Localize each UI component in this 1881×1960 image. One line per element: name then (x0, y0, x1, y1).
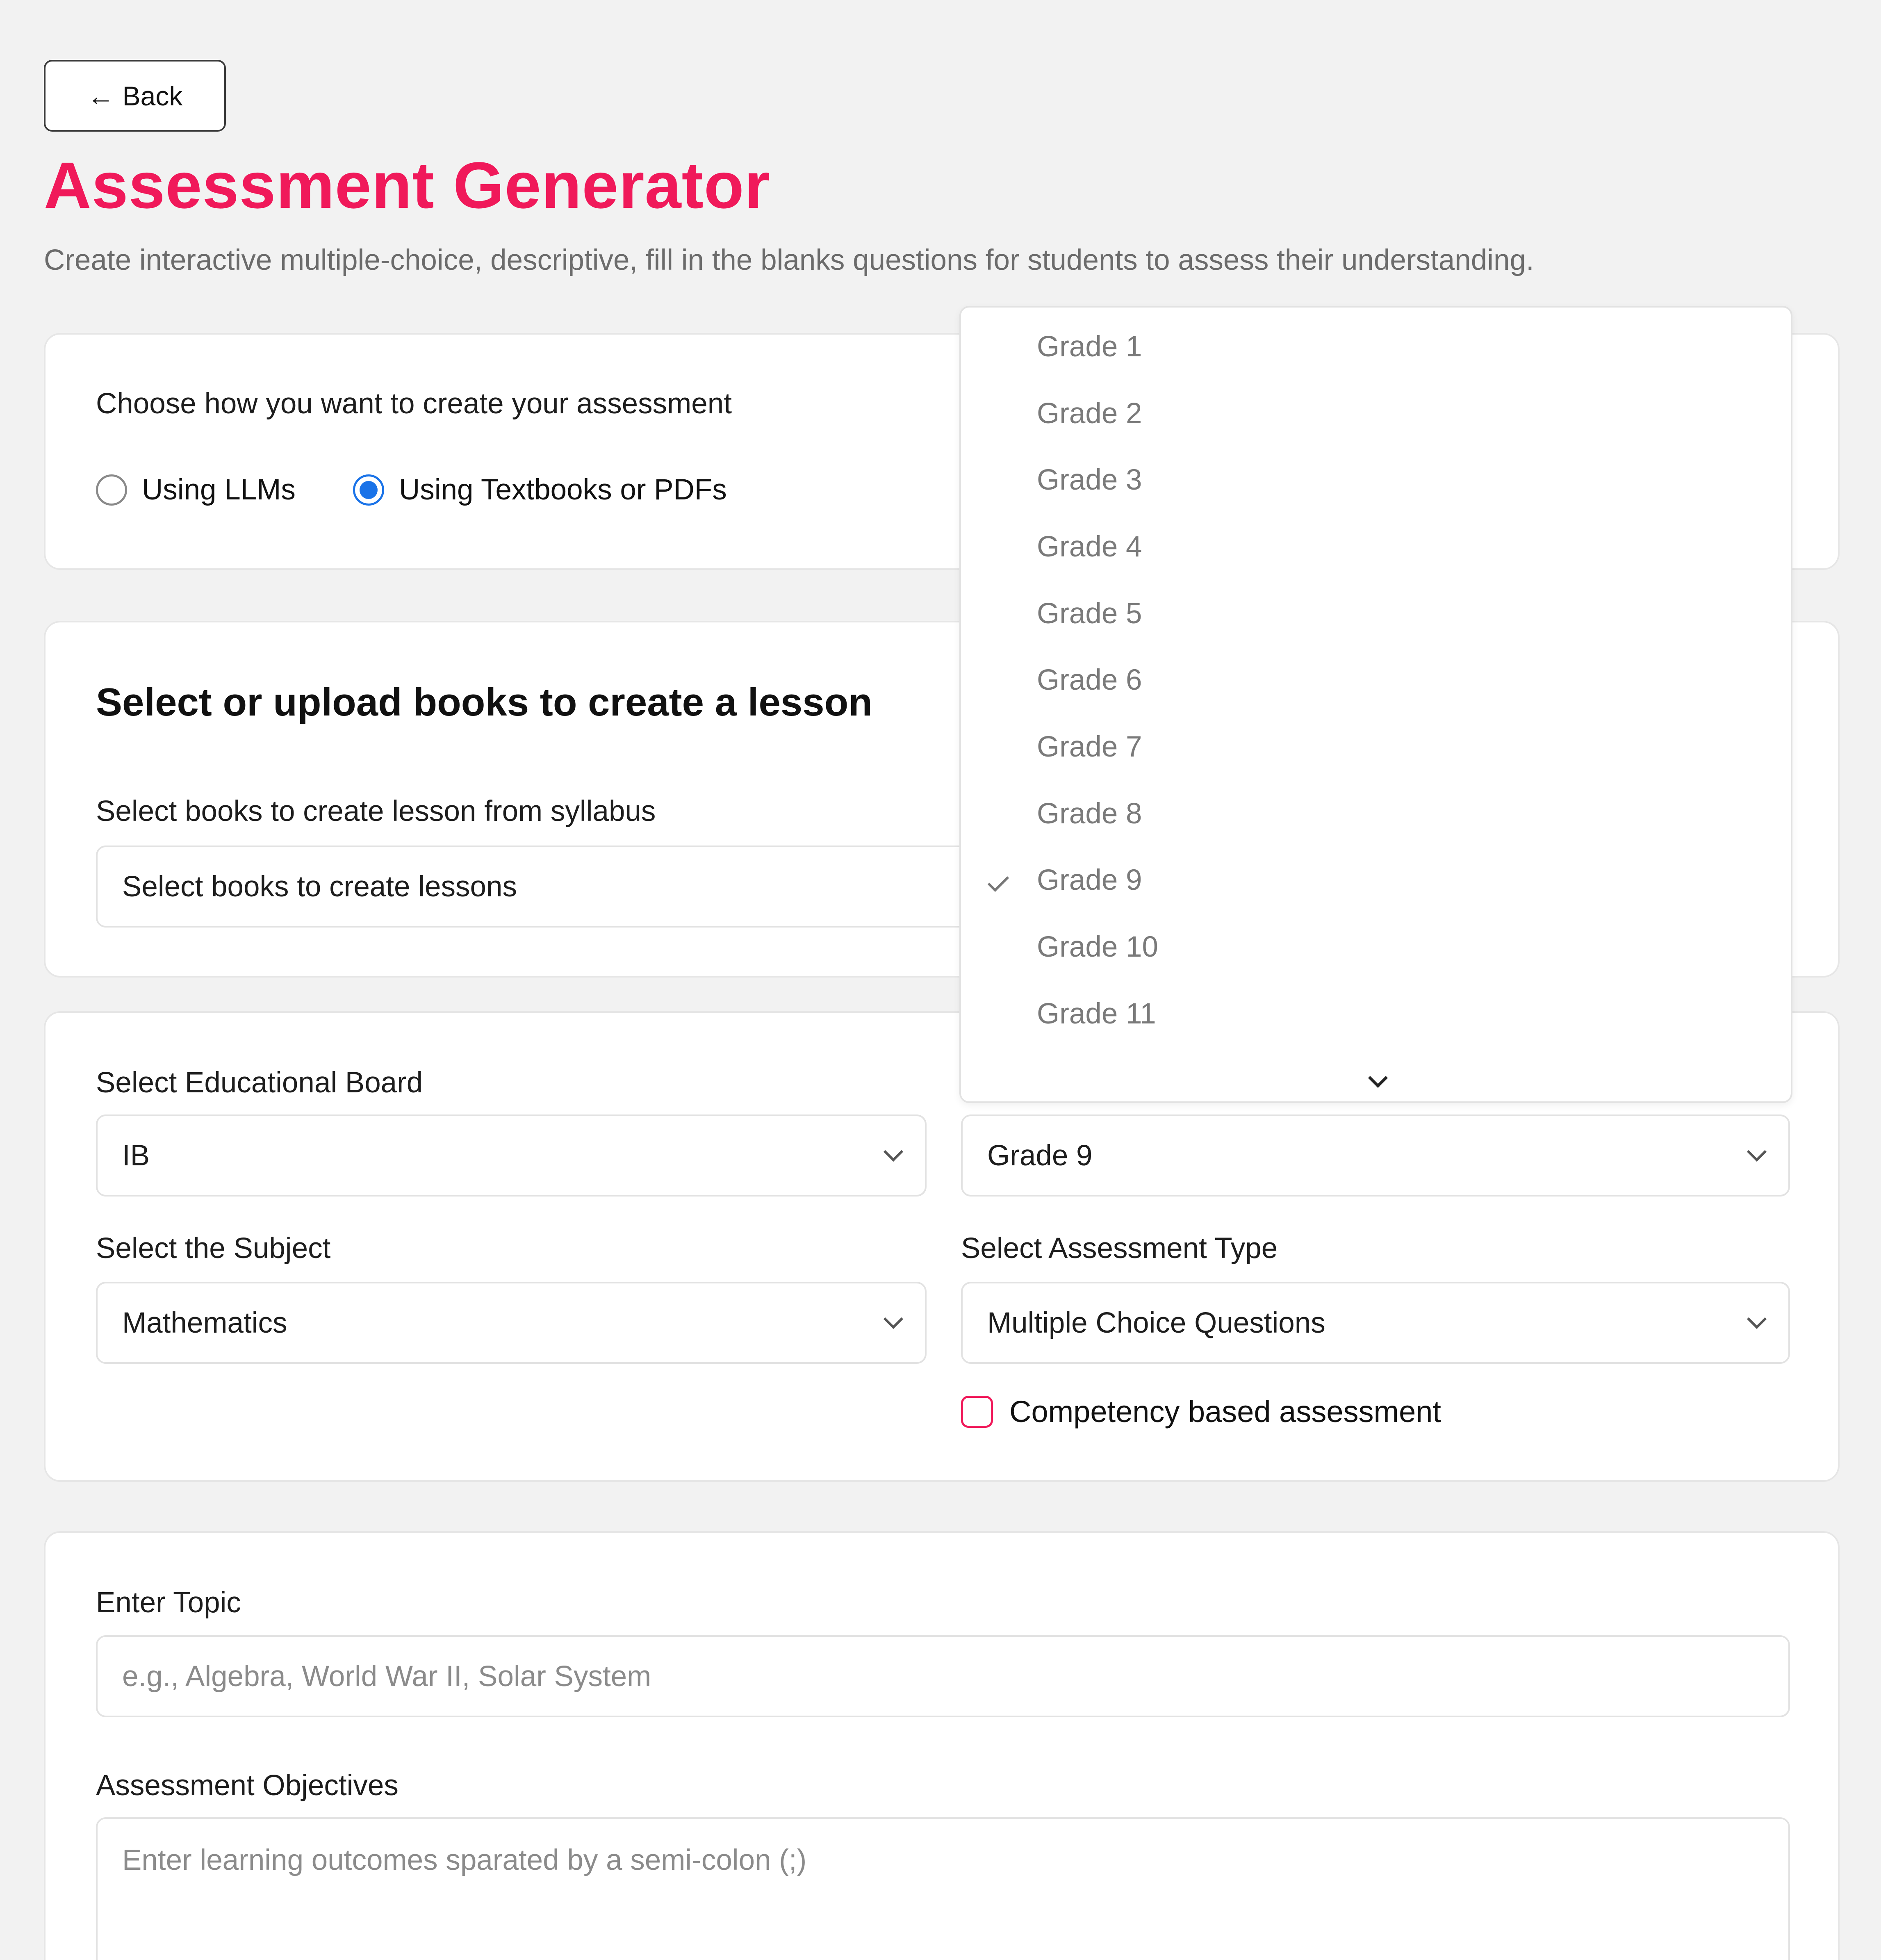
dropdown-option-grade-2[interactable] (961, 383, 1791, 444)
option-label: Grade 9 (1037, 864, 1142, 896)
topic-label: Enter Topic (96, 1586, 241, 1619)
books-field-label: Select books to create lesson from syllabus (96, 795, 656, 827)
dropdown-option-grade-10[interactable] (961, 916, 1791, 978)
option-label: Grade 10 (1037, 930, 1159, 963)
chevron-down-icon (1747, 1142, 1767, 1162)
radio-label: Using Textbooks or PDFs (399, 474, 727, 506)
option-label: Grade 3 (1037, 463, 1142, 496)
back-button[interactable] (44, 60, 226, 132)
dropdown-option-grade-8[interactable] (961, 783, 1791, 844)
radio-using-textbooks[interactable] (353, 473, 727, 506)
objectives-label: Assessment Objectives (96, 1769, 399, 1802)
method-prompt: Choose how you want to create your assessment (96, 387, 732, 420)
books-select-value: Select books to create lessons (122, 870, 517, 903)
subject-select-value: Mathematics (122, 1306, 287, 1339)
dropdown-option-grade-9[interactable] (961, 849, 1791, 911)
option-label: Grade 2 (1037, 397, 1142, 430)
grade-select[interactable] (961, 1114, 1790, 1197)
competency-checkbox[interactable] (961, 1396, 993, 1428)
topic-input[interactable] (96, 1635, 1790, 1717)
chevron-down-icon (884, 1309, 903, 1329)
assessment-type-value: Multiple Choice Questions (987, 1306, 1325, 1339)
grade-select-value: Grade 9 (987, 1139, 1093, 1172)
assessment-type-label: Select Assessment Type (961, 1232, 1278, 1265)
dropdown-option-grade-4[interactable] (961, 516, 1791, 577)
option-label: Grade 1 (1037, 330, 1142, 363)
topic-card (44, 1531, 1840, 1960)
page-subtitle: Create interactive multiple-choice, descriptive, fill in the blanks questions for students to assess their understanding. (44, 244, 1534, 276)
radio-using-llms[interactable] (96, 473, 296, 506)
option-label: Grade 11 (1037, 997, 1156, 1030)
option-label: Grade 5 (1037, 597, 1142, 630)
option-label: Grade 4 (1037, 530, 1142, 563)
subject-select[interactable] (96, 1282, 927, 1364)
option-label: Grade 7 (1037, 730, 1142, 763)
dropdown-option-grade-7[interactable] (961, 716, 1791, 777)
subject-label: Select the Subject (96, 1232, 331, 1265)
dropdown-option-grade-11[interactable] (961, 983, 1791, 1044)
check-icon (988, 871, 1009, 892)
board-select-value: IB (122, 1139, 150, 1172)
books-section-title: Select or upload books to create a lesson (96, 680, 872, 724)
board-select[interactable] (96, 1114, 927, 1197)
option-label: Grade 8 (1037, 797, 1142, 830)
chevron-down-icon (1747, 1309, 1767, 1329)
back-button-label: Back (122, 80, 183, 111)
radio-circle-selected[interactable] (353, 474, 384, 506)
competency-label: Competency based assessment (1009, 1395, 1441, 1429)
dropdown-option-grade-1[interactable] (961, 316, 1791, 377)
arrow-left-icon: ← (87, 80, 114, 111)
page-title: Assessment Generator (44, 148, 770, 222)
dropdown-option-grade-3[interactable] (961, 449, 1791, 511)
chevron-down-icon (884, 1142, 903, 1162)
dropdown-option-grade-6[interactable] (961, 649, 1791, 711)
grade-dropdown-menu (959, 306, 1792, 1103)
radio-label: Using LLMs (142, 474, 296, 506)
dropdown-option-grade-5[interactable] (961, 583, 1791, 644)
scroll-down-chevron-icon[interactable] (1368, 1068, 1388, 1088)
objectives-textarea[interactable] (96, 1817, 1790, 1960)
assessment-type-select[interactable] (961, 1282, 1790, 1364)
radio-circle[interactable] (96, 474, 127, 506)
board-label: Select Educational Board (96, 1067, 423, 1099)
competency-checkbox-row[interactable] (961, 1394, 1441, 1429)
option-label: Grade 6 (1037, 663, 1142, 696)
